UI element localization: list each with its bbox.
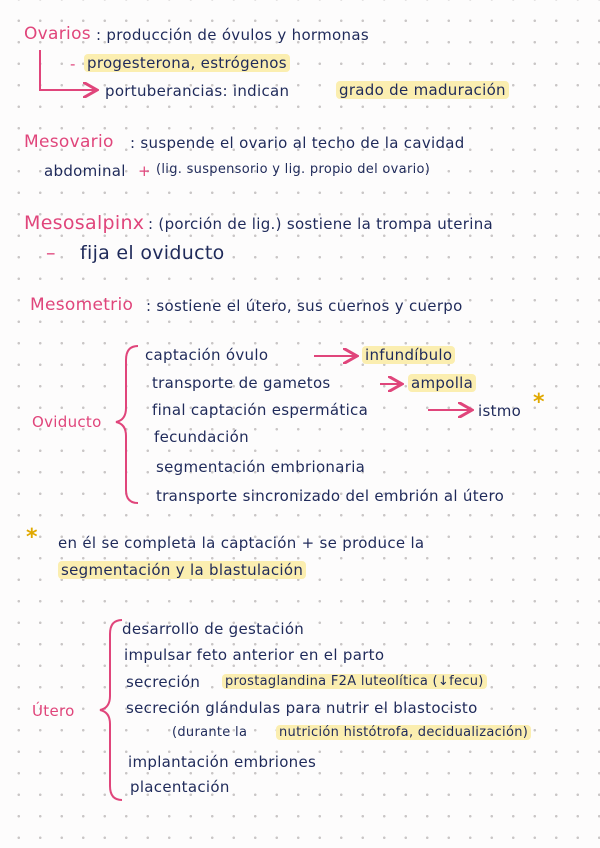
- oviducto-item-final: final captación espermática: [152, 401, 369, 419]
- mesovario-line2a: abdominal: [44, 162, 126, 180]
- oviducto-item-fecundacion: fecundación: [154, 428, 249, 446]
- mesosalpinx-line1: : (porción de lig.) sostiene la trompa uterina: [148, 215, 493, 233]
- mesosalpinx-term: Mesosalpinx: [24, 212, 145, 234]
- mesovario-term: Mesovario: [24, 132, 114, 152]
- mesosalpinx-dash: –: [46, 242, 56, 264]
- oviducto-item-segmentacion: segmentación embrionaria: [156, 458, 366, 476]
- oviducto-item-transporte-embrion: transporte sincronizado del embrión al útero: [156, 487, 505, 505]
- utero-line3b: prostaglandina F2A luteolítica (↓fecu): [222, 674, 487, 689]
- ovarios-protuberancias-highlight: grado de maduración: [336, 81, 509, 99]
- oviducto-item-transporte: transporte de gametos: [152, 374, 331, 392]
- ovarios-protuberancias: portuberancias: indican: [105, 82, 290, 100]
- mesovario-plus: +: [138, 162, 151, 180]
- mesovario-line1: : suspende el ovario al techo de la cavidad: [130, 134, 465, 152]
- utero-line2: impulsar feto anterior en el parto: [124, 646, 385, 664]
- note-line2: segmentación y la blastulación: [58, 561, 306, 579]
- utero-line5a: (durante la: [172, 725, 248, 740]
- note-star: *: [26, 525, 38, 550]
- mesovario-line2c: (lig. suspensorio y lig. propio del ovario): [156, 162, 431, 177]
- mesometrio-line1: : sostiene el útero, sus cuernos y cuerpo: [146, 297, 463, 315]
- utero-line1: desarrollo de gestación: [122, 620, 305, 638]
- utero-line4: secreción glándulas para nutrir el blastocisto: [126, 699, 478, 717]
- ovarios-desc: : producción de óvulos y hormonas: [96, 26, 369, 44]
- oviducto-target-ampolla: ampolla: [408, 374, 476, 392]
- utero-brace: [100, 620, 122, 800]
- mesosalpinx-line2: fija el oviducto: [80, 242, 225, 264]
- utero-line7: placentación: [130, 778, 230, 796]
- ovarios-hormones-dash: -: [70, 55, 76, 73]
- utero-line6: implantación embriones: [128, 753, 317, 771]
- oviducto-label: Oviducto: [32, 413, 102, 431]
- oviducto-star: *: [533, 390, 545, 415]
- ovarios-term: Ovarios: [24, 24, 91, 44]
- oviducto-item-captacion: captación óvulo: [145, 346, 269, 364]
- oviducto-target-infundibulo: infundíbulo: [362, 346, 455, 364]
- utero-line3a: secreción: [126, 673, 201, 691]
- ovarios-hormones: progesterona, estrógenos: [84, 54, 290, 72]
- utero-label: Útero: [32, 702, 75, 720]
- utero-line5b: nutrición histótrofa, decidualización): [276, 725, 531, 740]
- oviducto-brace: [116, 346, 138, 503]
- note-line1: en él se completa la captación + se produce la: [58, 534, 425, 552]
- mesometrio-term: Mesometrio: [30, 295, 134, 315]
- oviducto-target-istmo: istmo: [478, 402, 522, 420]
